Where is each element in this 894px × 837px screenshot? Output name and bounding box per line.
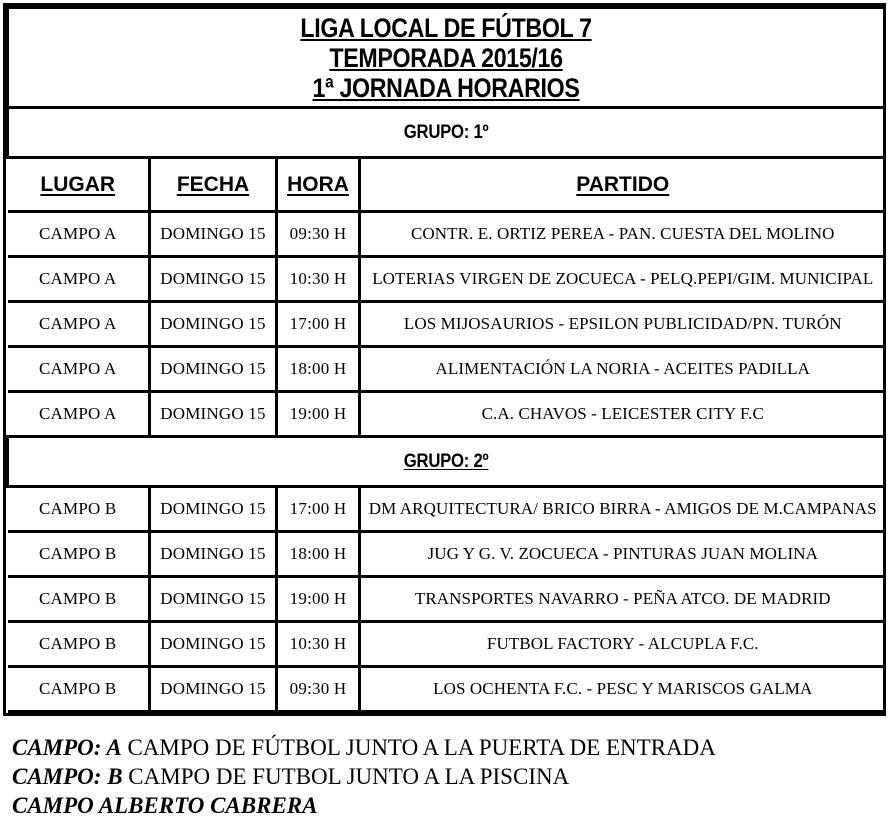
table-row bbox=[8, 302, 885, 347]
cell-fecha: DOMINGO 15 bbox=[150, 257, 277, 302]
cell-fecha: DOMINGO 15 bbox=[150, 302, 277, 347]
cell-partido: TRANSPORTES NAVARRO - PEÑA ATCO. DE MADRID bbox=[360, 577, 885, 622]
column-header-row bbox=[8, 158, 885, 212]
footer-note-b-rest: CAMPO DE FUTBOL JUNTO A LA PISCINA bbox=[122, 764, 570, 789]
cell-partido: ALIMENTACIÓN LA NORIA - ACEITES PADILLA bbox=[360, 347, 885, 392]
table-row bbox=[8, 487, 885, 532]
footer-note-a-rest: CAMPO DE FÚTBOL JUNTO A LA PUERTA DE ENTRADA bbox=[121, 735, 716, 760]
column-header-hora bbox=[277, 158, 360, 212]
cell-lugar: CAMPO B bbox=[8, 487, 150, 532]
schedule-table-container bbox=[3, 3, 886, 716]
table-row bbox=[8, 392, 885, 437]
cell-lugar: CAMPO B bbox=[8, 532, 150, 577]
document-title bbox=[8, 8, 885, 108]
cell-hora: 19:00 H bbox=[277, 392, 360, 437]
cell-hora: 18:00 H bbox=[277, 347, 360, 392]
title-line-3: 1ª JORNADA HORARIOS bbox=[312, 72, 580, 103]
column-header-lugar-label: LUGAR bbox=[40, 172, 116, 196]
cell-fecha: DOMINGO 15 bbox=[150, 622, 277, 667]
title-row bbox=[8, 8, 885, 108]
column-header-fecha-label: FECHA bbox=[176, 172, 250, 196]
cell-partido: CONTR. E. ORTIZ PEREA - PAN. CUESTA DEL MOLINO bbox=[360, 212, 885, 257]
table-row bbox=[8, 212, 885, 257]
column-header-partido bbox=[360, 158, 885, 212]
footer-notes bbox=[12, 733, 882, 820]
cell-partido: C.A. CHAVOS - LEICESTER CITY F.C bbox=[360, 392, 885, 437]
cell-partido: JUG Y G. V. ZOCUECA - PINTURAS JUAN MOLINA bbox=[360, 532, 885, 577]
cell-fecha: DOMINGO 15 bbox=[150, 212, 277, 257]
cell-hora: 10:30 H bbox=[277, 622, 360, 667]
cell-hora: 10:30 H bbox=[277, 257, 360, 302]
title-line-1: LIGA LOCAL DE FÚTBOL 7 bbox=[300, 12, 592, 43]
footer-note-b-lead: CAMPO: B bbox=[12, 764, 123, 789]
cell-lugar: CAMPO B bbox=[8, 622, 150, 667]
cell-partido: FUTBOL FACTORY - ALCUPLA F.C. bbox=[360, 622, 885, 667]
cell-fecha: DOMINGO 15 bbox=[150, 577, 277, 622]
cell-fecha: DOMINGO 15 bbox=[150, 392, 277, 437]
cell-lugar: CAMPO B bbox=[8, 667, 150, 712]
column-header-hora-label: HORA bbox=[287, 172, 349, 196]
cell-lugar: CAMPO B bbox=[8, 577, 150, 622]
cell-partido: LOS MIJOSAURIOS - EPSILON PUBLICIDAD/PN. TURÓN bbox=[360, 302, 885, 347]
cell-partido: LOS OCHENTA F.C. - PESC Y MARISCOS GALMA bbox=[360, 667, 885, 712]
cell-fecha: DOMINGO 15 bbox=[150, 667, 277, 712]
cell-partido: LOTERIAS VIRGEN DE ZOCUECA - PELQ.PEPI/GIM. MUNICIPAL bbox=[360, 257, 885, 302]
cell-fecha: DOMINGO 15 bbox=[150, 487, 277, 532]
cell-hora: 17:00 H bbox=[277, 487, 360, 532]
footer-note-venue-label: CAMPO ALBERTO CABRERA bbox=[12, 793, 318, 818]
table-row bbox=[8, 622, 885, 667]
group-banner-2 bbox=[8, 437, 885, 487]
footer-note-campo-b bbox=[12, 762, 882, 791]
group-banner-row bbox=[8, 437, 885, 487]
cell-hora: 09:30 H bbox=[277, 667, 360, 712]
cell-partido: DM ARQUITECTURA/ BRICO BIRRA - AMIGOS DE M.CAMPANAS bbox=[360, 487, 885, 532]
title-line-2: TEMPORADA 2015/16 bbox=[329, 42, 563, 73]
table-row bbox=[8, 577, 885, 622]
table-row bbox=[8, 667, 885, 712]
footer-note-venue bbox=[12, 791, 882, 820]
cell-lugar: CAMPO A bbox=[8, 257, 150, 302]
cell-hora: 19:00 H bbox=[277, 577, 360, 622]
column-header-partido-label: PARTIDO bbox=[576, 172, 670, 196]
cell-hora: 18:00 H bbox=[277, 532, 360, 577]
cell-hora: 17:00 H bbox=[277, 302, 360, 347]
footer-note-campo-a bbox=[12, 733, 882, 762]
group-banner-row bbox=[8, 108, 885, 158]
cell-lugar: CAMPO A bbox=[8, 392, 150, 437]
table-row bbox=[8, 257, 885, 302]
column-header-fecha bbox=[150, 158, 277, 212]
cell-fecha: DOMINGO 15 bbox=[150, 532, 277, 577]
group-banner-label: GRUPO: 1º bbox=[403, 121, 489, 143]
footer-note-a-lead: CAMPO: A bbox=[12, 735, 122, 760]
schedule-table bbox=[6, 6, 886, 713]
cell-lugar: CAMPO A bbox=[8, 302, 150, 347]
cell-fecha: DOMINGO 15 bbox=[150, 347, 277, 392]
cell-lugar: CAMPO A bbox=[8, 212, 150, 257]
table-row bbox=[8, 347, 885, 392]
table-row bbox=[8, 532, 885, 577]
cell-hora: 09:30 H bbox=[277, 212, 360, 257]
group-banner-label: GRUPO: 2º bbox=[403, 450, 489, 472]
schedule-table-body bbox=[8, 8, 885, 712]
column-header-lugar bbox=[8, 158, 150, 212]
cell-lugar: CAMPO A bbox=[8, 347, 150, 392]
group-banner-1 bbox=[8, 108, 885, 158]
